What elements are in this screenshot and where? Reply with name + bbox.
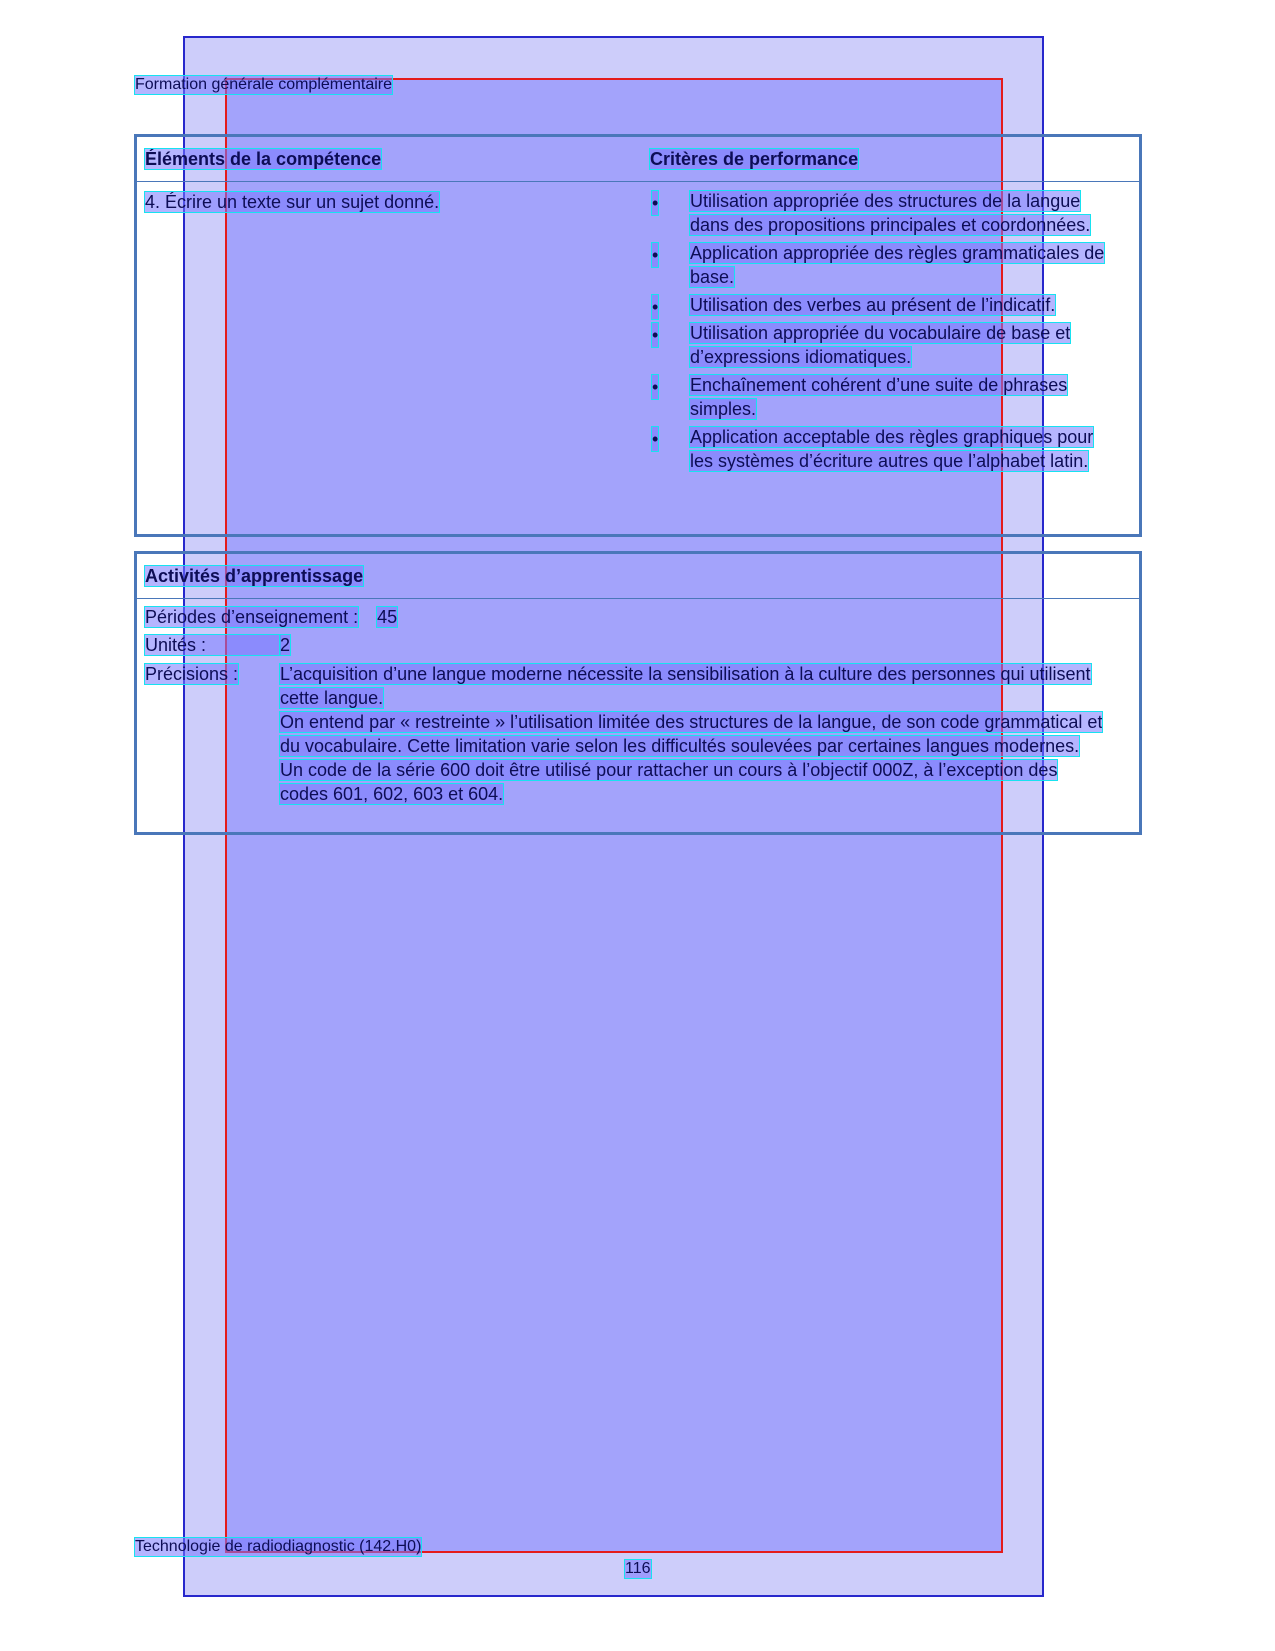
bullet-icon: •: [652, 245, 659, 265]
precision-paragraph: On entend par « restreinte » l’utilisation limitée des structures de la langue, de son code grammatical et du vocabulaire. Cette limitation varie selon les difficultés soulevées par certaines langues modernes.: [280, 712, 1103, 756]
competence-table-header: [137, 137, 1139, 182]
criteria-item: • Enchaînement cohérent d’une suite de phrases simples.: [652, 375, 1068, 419]
precisions-body: [280, 662, 1110, 806]
precisions-label: Précisions :: [145, 664, 239, 684]
activities-table: [134, 551, 1142, 835]
criteria-item: • Utilisation appropriée du vocabulaire de base et d’expressions idiomatiques.: [652, 323, 1071, 367]
bullet-icon: •: [652, 325, 659, 345]
activities-title: Activités d’apprentissage: [145, 566, 364, 586]
activities-table-header: [137, 554, 1139, 599]
units-row: [145, 635, 290, 655]
precision-paragraph: Un code de la série 600 doit être utilisé pour rattacher un cours à l’objectif 000Z, à l’exception des codes 601, 602, 603 et 604.: [280, 760, 1058, 804]
elements-column-header: Éléments de la compétence: [145, 149, 382, 169]
periods-value: 45: [377, 607, 398, 627]
units-label: Unités :: [145, 635, 280, 655]
bullet-icon: •: [652, 193, 659, 213]
bullet-icon: •: [652, 377, 659, 397]
running-header: Formation générale complémentaire: [135, 76, 393, 93]
running-footer: Technologie de radiodiagnostic (142.H0): [135, 1538, 422, 1555]
criteria-list: [650, 189, 1120, 477]
competence-table: [134, 134, 1142, 537]
criteria-item: • Utilisation des verbes au présent de l’indicatif.: [652, 295, 1056, 317]
bullet-icon: •: [652, 297, 659, 317]
criteria-item: • Application acceptable des règles graphiques pour les systèmes d’écriture autres que l’alphabet latin.: [652, 427, 1094, 471]
bullet-icon: •: [652, 429, 659, 449]
criteria-item: • Utilisation appropriée des structures de la langue dans des propositions principales et coordonnées.: [652, 191, 1091, 235]
periods-label: Périodes d’enseignement :: [145, 607, 359, 627]
units-value: 2: [280, 635, 291, 655]
precision-paragraph: L’acquisition d’une langue moderne nécessite la sensibilisation à la culture des personnes qui utilisent cette langue.: [280, 664, 1091, 708]
page-number: 116: [625, 1560, 651, 1577]
competence-element: 4. Écrire un texte sur un sujet donné.: [145, 192, 440, 212]
criteria-item: • Application appropriée des règles grammaticales de base.: [652, 243, 1105, 287]
criteria-column-header: Critères de performance: [650, 149, 859, 169]
periods-row: [145, 607, 397, 627]
